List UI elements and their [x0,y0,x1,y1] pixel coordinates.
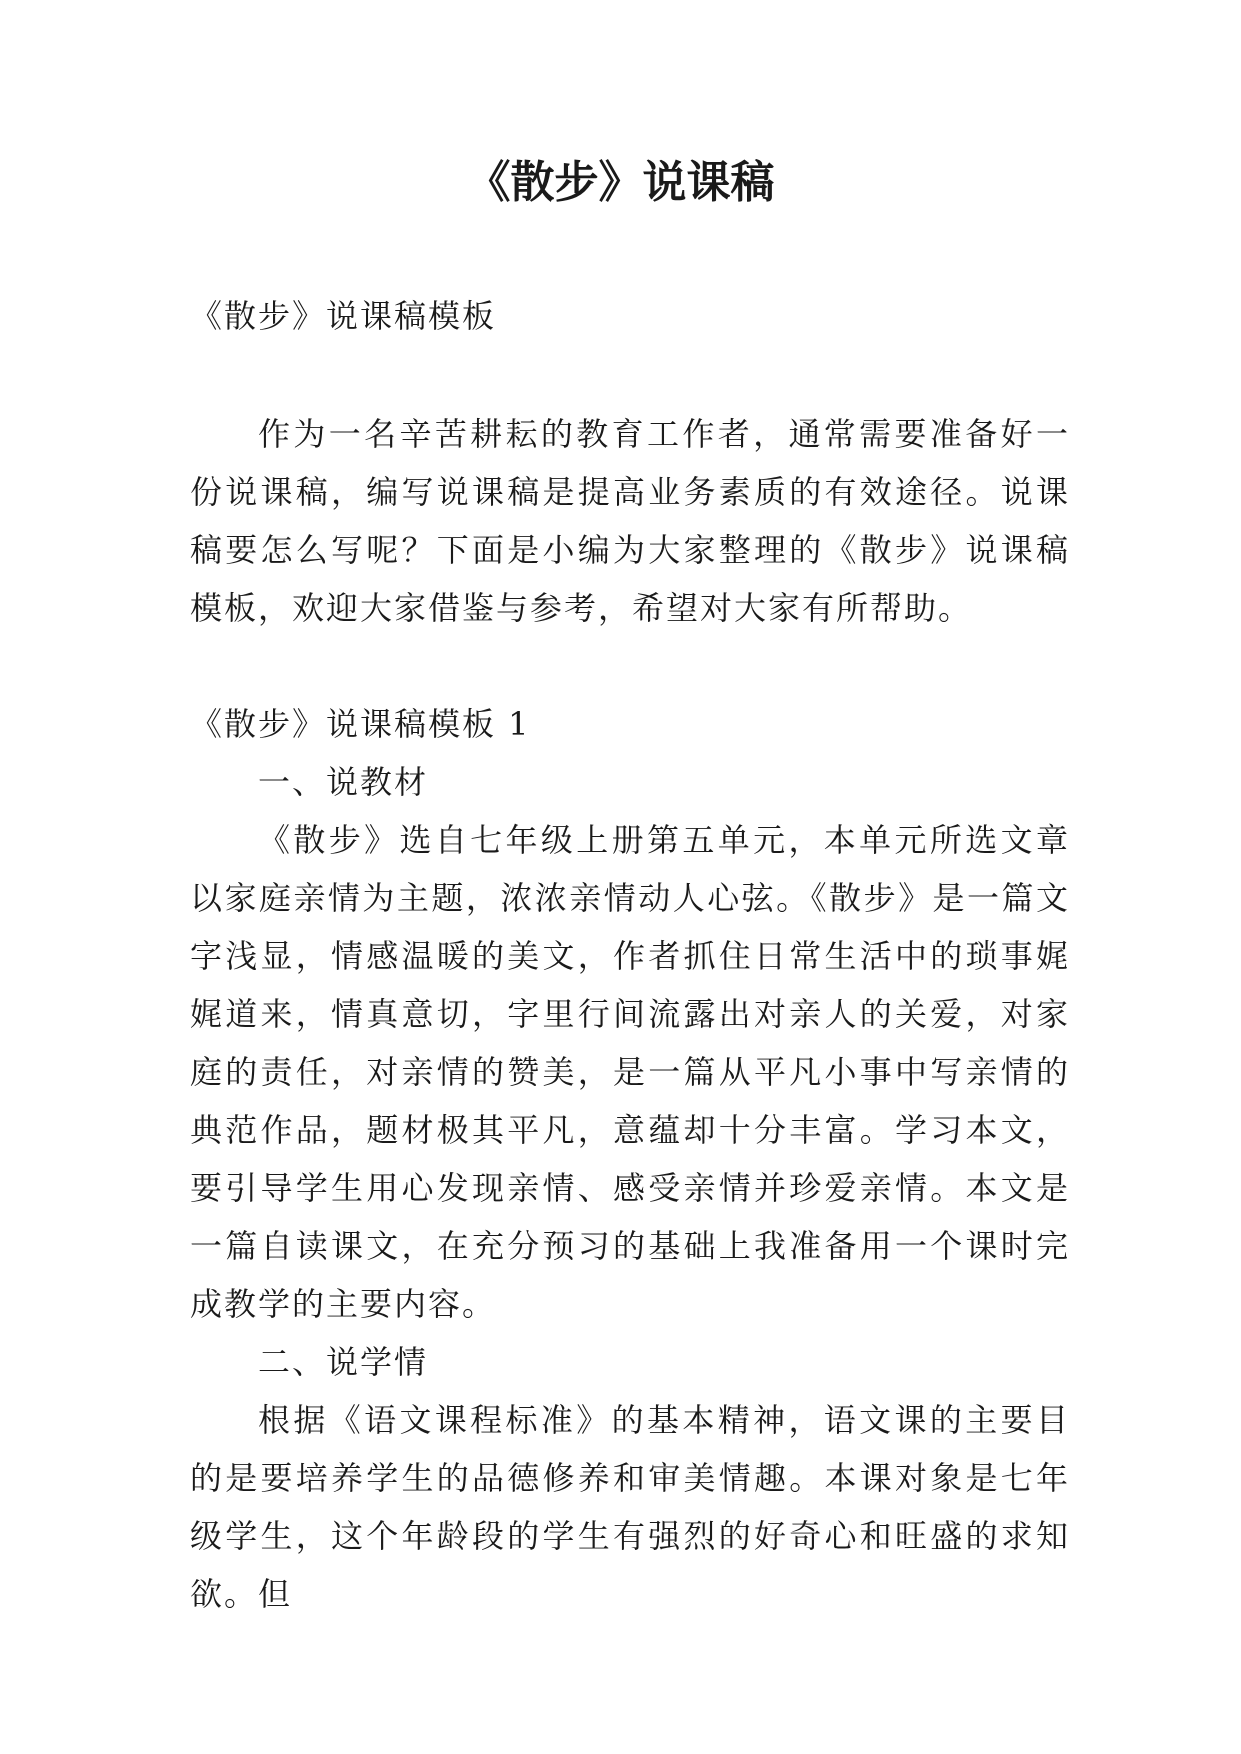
document-subtitle [190,287,1070,345]
subtitle-text: 《散步》说课稿模板 [190,297,497,335]
document-title: 《散步》说课稿 [466,157,775,208]
section-title: 《散步》说课稿模板 1 [190,705,531,743]
part-paragraph-learners: 根据《语文课程标准》的基本精神，语文课的主要目的是要培养学生的品德修养和审美情趣。本课对象是七年级学生，这个年龄段的学生有强烈的好奇心和旺盛的求知欲。但 [190,1401,1070,1613]
part-heading-textbook: 一、说教材 [258,763,429,801]
intro-text: 作为一名辛苦耕耘的教育工作者，通常需要准备好一份说课稿，编写说课稿是提高业务素质的有效途径。说课稿要怎么写呢？下面是小编为大家整理的《散步》说课稿模板，欢迎大家借鉴与参考，希望对大家有所帮助。 [190,415,1070,627]
section-body [190,695,1070,1623]
part-heading-learners: 二、说学情 [258,1343,429,1381]
intro-paragraph [190,405,1070,637]
part-paragraph-textbook: 《散步》选自七年级上册第五单元，本单元所选文章以家庭亲情为主题，浓浓亲情动人心弦。《散步》是一篇文字浅显，情感温暖的美文，作者抓住日常生活中的琐事娓娓道来，情真意切，字里行间流露出对亲人的关爱，对家庭的责任，对亲情的赞美，是一篇从平凡小事中写亲情的典范作品，题材极其平凡，意蕴却十分丰富。学习本文，要引导学生用心发现亲情、感受亲情并珍爱亲情。本文是一篇自读课文，在充分预习的基础上我准备用一个课时完成教学的主要内容。 [190,821,1070,1323]
